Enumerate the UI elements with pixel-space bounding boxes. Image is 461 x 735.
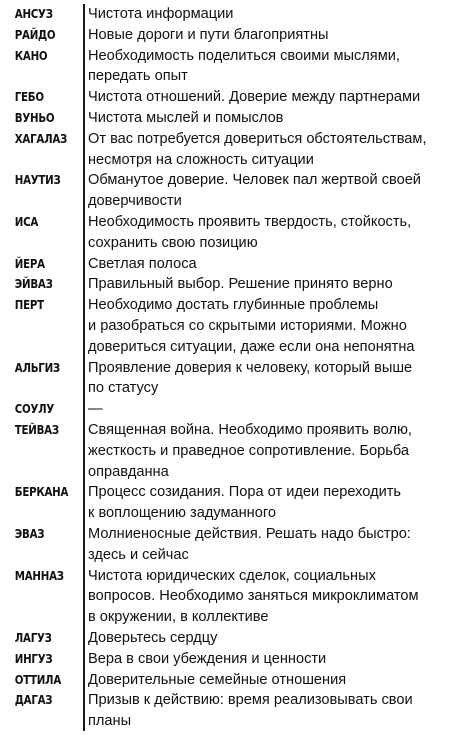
meaning-line: Доверьтесь сердцу (88, 629, 218, 646)
rune-name: РАЙДО (14, 26, 56, 42)
rune-meaning (88, 399, 454, 420)
table-row (0, 87, 461, 108)
rune-name: ОТТИЛА (14, 671, 62, 687)
table-row (0, 649, 461, 670)
table-row (0, 212, 461, 254)
rune-meaning (88, 87, 454, 108)
meaning-line: — (88, 401, 103, 418)
rune-name: ИНГУЗ (14, 650, 53, 666)
meaning-line: жесткость и праведное сопротивление. Борьба (88, 442, 410, 459)
rune-meaning (88, 4, 454, 25)
table-row (0, 399, 461, 420)
meaning-line: в окружении, в коллективе (88, 609, 269, 626)
table-row (0, 4, 461, 25)
table-row (0, 46, 461, 88)
meaning-line: по статусу (88, 380, 159, 397)
meaning-line: Новые дороги и пути благоприятны (88, 26, 329, 43)
meaning-line: здесь и сейчас (88, 546, 189, 563)
rune-meaning (88, 108, 454, 129)
rune-meaning (88, 254, 454, 275)
meaning-line: Необходимость поделиться своими мыслями, (88, 47, 400, 64)
rune-name: НАУТИЗ (14, 172, 61, 188)
meaning-line: и разобраться со скрытыми историями. Можно (88, 317, 407, 334)
meaning-line: Проявление доверия к человеку, который выше (88, 359, 413, 376)
rune-meaning (88, 628, 454, 649)
rune-meaning (88, 25, 454, 46)
rune-meaning (88, 649, 454, 670)
table-row (0, 170, 461, 212)
rune-name: ЙЕРА (14, 255, 45, 271)
meaning-line: вопросов. Необходимо заняться микроклиматом (88, 588, 419, 605)
rune-name: АЛЬГИЗ (14, 359, 60, 375)
rune-name: ЛАГУЗ (14, 629, 52, 645)
meaning-line: оправданна (88, 463, 169, 480)
rune-meaning (88, 358, 454, 400)
rune-name: СОУЛУ (14, 401, 55, 417)
meaning-line: Светлая полоса (88, 255, 197, 272)
rune-name: ТЕЙВАЗ (14, 421, 59, 437)
meaning-line: Обманутое доверие. Человек пал жертвой своей (88, 172, 421, 189)
meaning-line: Доверительные семейные отношения (88, 671, 347, 688)
rune-name: АНСУЗ (14, 6, 53, 21)
meaning-line: передать опыт (88, 68, 188, 85)
table-row (0, 670, 461, 691)
table-row (0, 295, 461, 357)
rune-meaning (88, 566, 454, 628)
meaning-line: От вас потребуется довериться обстоятельствам, (88, 130, 427, 147)
rune-name: ЭВАЗ (14, 525, 45, 541)
rune-name: ВУНЬО (14, 109, 55, 125)
rune-name: ИСА (14, 213, 39, 229)
meaning-line: планы (88, 713, 132, 730)
rune-meaning (88, 170, 454, 212)
meaning-line: Правильный выбор. Решение принято верно (88, 276, 393, 293)
table-row (0, 524, 461, 566)
table-row (0, 690, 461, 732)
rune-meaning (88, 129, 454, 171)
meaning-line: Священная война. Необходимо проявить волю, (88, 421, 412, 438)
rune-name: ПЕРТ (14, 297, 44, 313)
meaning-line: Чистота юридических сделок, социальных (88, 567, 376, 584)
rune-meaning (88, 670, 454, 691)
table-row (0, 254, 461, 275)
rune-meaning (88, 420, 454, 482)
meaning-line: Вера в свои убеждения и ценности (88, 650, 327, 667)
meaning-line: довериться ситуации, даже если она непонятна (88, 338, 415, 355)
rune-meaning (88, 274, 454, 295)
meaning-line: сохранить свою позицию (88, 234, 258, 251)
table-row (0, 566, 461, 628)
table-row (0, 108, 461, 129)
rune-name: МАННАЗ (14, 567, 64, 583)
table-row (0, 482, 461, 524)
meaning-line: Призыв к действию: время реализовывать свои (88, 692, 413, 709)
meaning-line: Молниеносные действия. Решать надо быстро: (88, 525, 411, 542)
rune-meaning (88, 524, 454, 566)
rune-name: ЭЙВАЗ (14, 276, 53, 292)
table-row (0, 25, 461, 46)
meaning-line: Необходимо достать глубинные проблемы (88, 297, 379, 314)
rune-meaning (88, 46, 454, 88)
rune-meaning (88, 212, 454, 254)
meaning-line: Чистота мыслей и помыслов (88, 109, 284, 126)
rune-meanings-table (0, 4, 461, 732)
meaning-line: Процесс созидания. Пора от идеи переходить (88, 484, 402, 501)
rune-name: ГЕБО (14, 89, 44, 105)
meaning-line: Чистота отношений. Доверие между партнерами (88, 89, 421, 106)
table-row (0, 628, 461, 649)
rune-name: ДАГАЗ (14, 692, 53, 708)
table-row (0, 358, 461, 400)
rune-meaning (88, 482, 454, 524)
meaning-line: Чистота информации (88, 6, 234, 22)
rune-name: КАНО (14, 47, 48, 63)
table-row (0, 274, 461, 295)
rune-name: ХАГАЛАЗ (14, 130, 68, 146)
rune-meaning (88, 295, 454, 357)
table-row (0, 420, 461, 482)
table-row (0, 129, 461, 171)
meaning-line: Необходимость проявить твердость, стойкость, (88, 213, 412, 230)
meaning-line: несмотря на сложность ситуации (88, 151, 314, 168)
meaning-line: доверчивости (88, 193, 182, 210)
rune-meaning (88, 690, 454, 732)
meaning-line: к воплощению задуманного (88, 505, 276, 522)
rune-name: БЕРКАНА (14, 484, 69, 500)
